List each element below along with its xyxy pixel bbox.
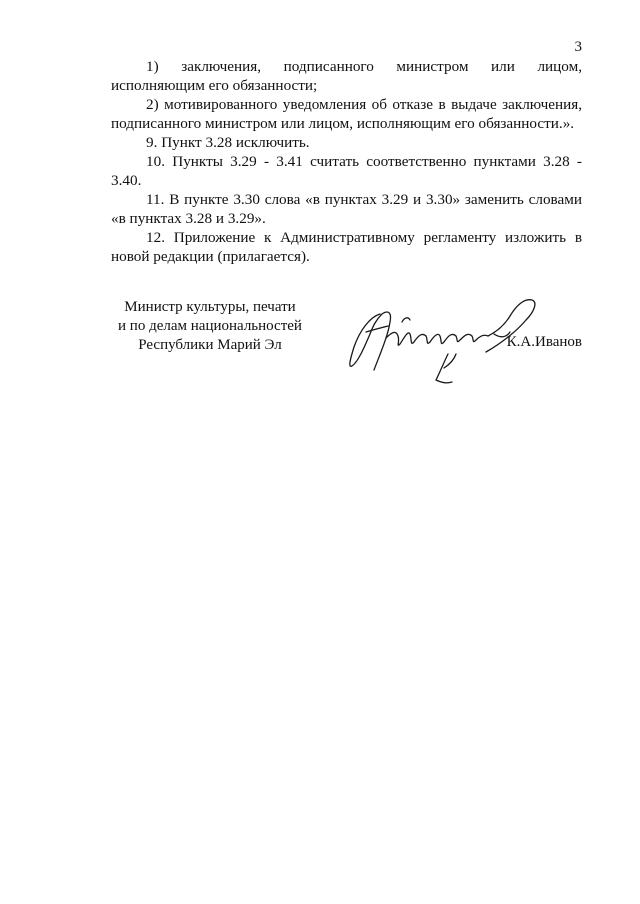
signatory-name: К.А.Иванов [506,334,582,350]
paragraph-item-9: 9. Пункт 3.28 исключить. [146,134,310,151]
paragraph-item-2: 2) мотивированного уведомления об отказе в выдаче заключения, подписанного министром или лицом, исполняющим его обязанности.». [111,96,582,132]
signatory-position-line: и по делам национальностей [118,318,302,334]
document-body [111,57,582,266]
signatory-position-line: Министр культуры, печати [124,299,296,315]
signatory-position [100,298,320,355]
paragraph-item-12: 12. Приложение к Административному регламенту изложить в новой редакции (прилагается). [111,229,582,265]
paragraph-item-10: 10. Пункты 3.29 - 3.41 считать соответственно пунктами 3.28 - 3.40. [111,153,582,189]
paragraph-item-11: 11. В пункте 3.30 слова «в пунктах 3.29 и 3.30» заменить словами «в пунктах 3.28 и 3.29». [111,191,582,227]
paragraph-item-1: 1) заключения, подписанного министром или лицом, исполняющим его обязанности; [111,58,582,94]
page-number: 3 [574,39,582,55]
signatory-position-line: Республики Марий Эл [138,337,282,353]
